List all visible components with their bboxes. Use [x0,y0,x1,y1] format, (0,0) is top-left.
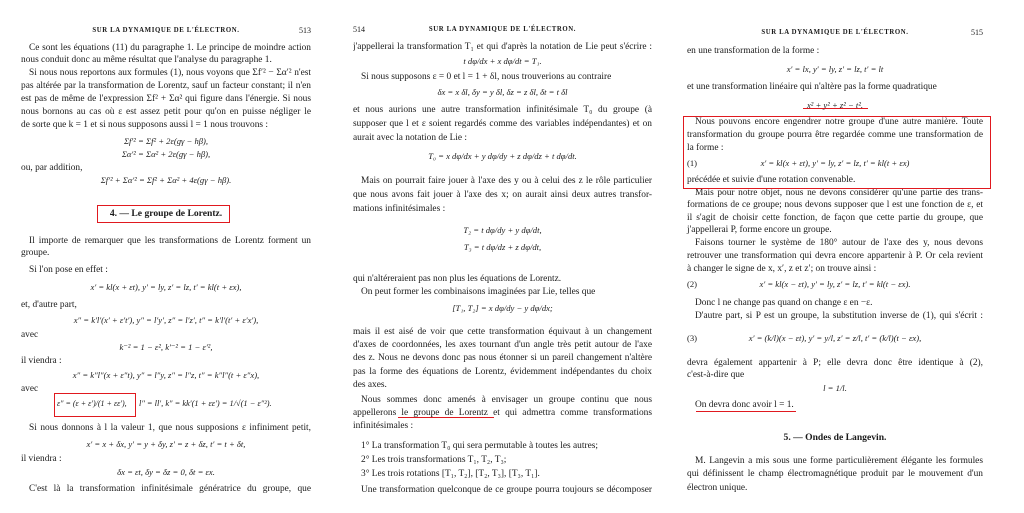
text-line: nous bornons au cas où ε est assez petit pour qu'on en puisse négliger le [21,107,311,117]
text-line: des axes. [353,380,387,390]
text-line: retrouver une transformation qui devra encore appartenir à P. Or cela revient [687,251,983,261]
text-line: M. Langevin a mis sous une forme particulièrement élégante les formules [695,456,983,466]
text-line: Nous sommes donc amenés à envisager un groupe continu que nous [361,395,652,405]
text-line: On peut former les combinaisons imaginées par Lie, telles que [361,287,596,297]
highlight-box-section-heading [97,205,230,223]
text-line: la forme : [687,143,724,153]
text-line: c'est-à-dire que [687,370,745,380]
text-line: appellerons le groupe de Lorentz et qui admettra comme transformations [353,408,652,418]
equation: δx = εt, δy = δz = 0, δt = εx. [117,467,215,477]
page-number: 514 [353,25,365,34]
page-515 [687,0,983,513]
text-line: il viendra : [21,454,62,464]
equation: x″ = k′l′(x′ + ε′t′), y″ = l′y′, z″ = l′z′, t″ = k′l′(t′ + ε′x′), [73,315,259,325]
text-line: électron unique. [687,483,748,493]
list-item: 2° Les trois transformations T₁, T₂, T₃; [361,455,507,465]
text-line: transformation du groupe pourra être regardée comme une transformation de [687,130,983,140]
text-line: aurait avec la notation de Lie : [353,133,468,143]
text-line: que nous avons fait jouer à l'axe des x; on aurait ainsi deux autres transfor- [353,190,652,200]
text-line: Ce sont les équations (11) du paragraphe 1. Le principe de moindre action [29,43,311,53]
text-line: Si nous nous reportons aux formules (1), nous voyons que Σf′² − Σα′² n'est [29,68,311,78]
text-line: Une transformation quelconque de ce groupe pourra toujours se décomposer [361,485,652,495]
page-number: 513 [299,26,311,35]
equation: T₀ = x dφ/dx + y dφ/dy + z dφ/dz + t dφ/dt. [428,151,577,161]
section-heading: 5. — Ondes de Langevin. [783,432,887,443]
text-line: il s'agit de choisir cette fonction, de façon que cette partie du groupe, que [687,213,983,223]
text-line: C'est là la transformation infinitésimale génératrice du groupe, que [29,484,311,494]
equation: T₂ = t dφ/dy + y dφ/dt, [463,225,542,235]
text-line: pas la forme des équations de Lorentz, évidemment indépendantes du choix [353,367,652,377]
text-line: pas altérée par la transformation de Lorentz, sauf un facteur constant; il n'en [21,81,311,91]
text-line: des z. Nous ne devons donc pas nous étonner si un pareil changement n'altère [353,353,652,363]
underline-l-equals-one [696,411,796,412]
text-line: Mais on pourrait faire jouer à l'axe des y ou à celui des z le rôle particulier [361,176,652,186]
section-heading: 4. — Le groupe de Lorentz. [109,208,223,219]
equation: x′ = lx, y′ = ly, z′ = lz, t′ = lt [786,64,884,74]
equation: x′ = kl(x + εt), y′ = ly, z′ = lz, t′ = kl(t + εx) [760,158,910,168]
text-line: et une transformation linéaire qui n'altère pas la forme quadratique [687,82,937,92]
equation-number: (1) [687,158,698,168]
list-item: 3° Les trois rotations [T₁, T₂], [T₂, T₃], [T₃, T₁]. [361,469,540,479]
text-line: Donc l ne change pas quand on change ε en −ε. [695,298,873,308]
text-line: qui n'altéreraient pas non plus les équations de Lorentz. [353,274,562,284]
text-line: Mais pour notre objet, nous ne devons considérer qu'une partie des trans- [695,188,983,198]
text-line: mations infinitésimales : [353,204,446,214]
text-line: Faisons tourner le système de 180° autour de l'axe des y, nous devons [695,238,983,248]
text-line: d'axes de coordonnées, les axes tournant d'un angle très petit autour de l'axe [353,340,652,350]
equation: δx = x δl, δy = y δl, δz = z δl, δt = t δl [437,87,568,97]
text-line: Si nous donnons à l la valeur 1, que nous supposions ε infiniment petit, [29,423,311,433]
running-header: SUR LA DYNAMIQUE DE L'ÉLECTRON. [428,26,577,33]
running-header: SUR LA DYNAMIQUE DE L'ÉLECTRON. [92,27,240,34]
equation: T₃ = t dφ/dz + z dφ/dt, [463,242,542,252]
equation: t dφ/dx + x dφ/dt = T₁. [463,56,542,66]
text-line: mais il est aisé de voir que cette transformation équivaut à un changement [353,327,652,337]
text-line: avec [21,384,39,394]
equation: l″ = ll′, k″ = kk′(1 + εε′) = 1/√(1 − ε″²). [139,399,272,408]
text-line: qui définissent le champ électromagnétique produit par le mouvement d'un [687,469,983,479]
text-line: Si nous supposons ε = 0 et l = 1 + δl, nous trouverions au contraire [361,72,612,82]
equation: [T₁, T₂] = x dφ/dy − y dφ/dx; [452,303,553,313]
text-line: j'appellerai P, forme encore un groupe. [687,225,832,235]
equation: l = 1/l. [823,383,847,393]
text-line: devra également appartenir à P; elle devra donc être identique à (2), [687,358,983,368]
text-line: formations de ce groupe; nous devons supposer que l est une fonction de ε, et [687,200,983,210]
page-514 [353,0,652,513]
text-line: On devra donc avoir l = 1. [695,400,794,410]
equation-number: (2) [687,279,698,289]
text-line: supposer que l et ε soient regardés comme des variables indépendantes) et on [353,119,652,129]
text-line: ou, par addition, [21,163,83,173]
text-line: Si l'on pose en effet : [29,265,108,275]
page-number: 515 [971,28,983,37]
list-item: 1° La transformation T₀ qui sera permutable à toutes les autres; [361,441,598,451]
equation: Σf′² + Σα′² = Σf² + Σα² + 4ε(gγ − hβ). [100,175,232,185]
equation-number: (3) [687,333,698,343]
text-line: précédée et suivie d'une rotation convenable. [687,175,856,185]
text-line: de sorte que k = 1 et si nous supposons aussi l = 1 nous trouvons : [21,120,269,130]
text-line: infinitésimales : [353,421,414,431]
equation-epsilon: ε″ = (ε + ε′)/(1 + εε′), [57,399,127,408]
text-line: Il importe de remarquer que les transformations de Lorentz forment un [29,236,311,246]
equation: x² + y² + z² − t². [806,100,864,110]
text-line: en une transformation de la forme : [687,46,820,56]
running-header: SUR LA DYNAMIQUE DE L'ÉLECTRON. [761,29,909,36]
equation: Σf′² = Σf² + 2ε(gγ − hβ), [123,136,209,146]
text-line: il viendra : [21,356,62,366]
text-line: j'appellerai la transformation T₁ et qui d'après la notation de Lie peut s'écrire : [353,42,652,52]
equation: x′ = kl(x + εt), y′ = ly, z′ = lz, t′ = kl(t + εx), [90,282,242,292]
equation: x″ = k″l″(x + ε″t), y″ = l″y, z″ = l″z, t″ = k″l″(t + ε″x), [72,370,260,380]
equation: x′ = (k/l)(x − εt), y′ = y/l, z′ = z/l, t′ = (k/l)(t − εx), [748,333,922,343]
text-line: et nous aurions une autre transformation infinitésimale T₀ du groupe (à [353,105,652,115]
text-line: nous conduit donc au même résultat que l'analyse du paragraphe 1. [21,55,272,65]
equation: Σα′² = Σα² + 2ε(gγ − hβ), [121,149,211,159]
underline-quadratic-form [803,108,868,109]
text-line: à changer le signe de x, x′, z et z′; on trouve ainsi : [687,264,877,274]
highlight-box-epsilon-formula [54,393,136,417]
text-line: groupe. [21,248,50,258]
underline-groupe-de-lorentz [398,417,494,418]
text-line: est pas de même de l'expression Σf² + Σα² qui figure dans l'énergie. Si nous [21,94,311,104]
page-513 [21,0,311,513]
equation: x′ = kl(x − εt), y′ = ly, z′ = lz, t′ = kl(t − εx). [759,279,911,289]
equation: k⁻² = 1 − ε², k′⁻² = 1 − ε′², [119,342,213,352]
text-line: avec [21,330,39,340]
text-line: et, d'autre part, [21,300,77,310]
text-line: Nous pouvons encore engendrer notre groupe d'une autre manière. Toute [695,117,983,127]
highlight-box-group-transformation [683,116,991,189]
equation: x′ = x + δx, y′ = y + δy, z′ = z + δz, t′ = t + δt, [86,439,246,449]
text-line: D'autre part, si P est un groupe, la substitution inverse de (1), qui s'écrit : [695,311,983,321]
